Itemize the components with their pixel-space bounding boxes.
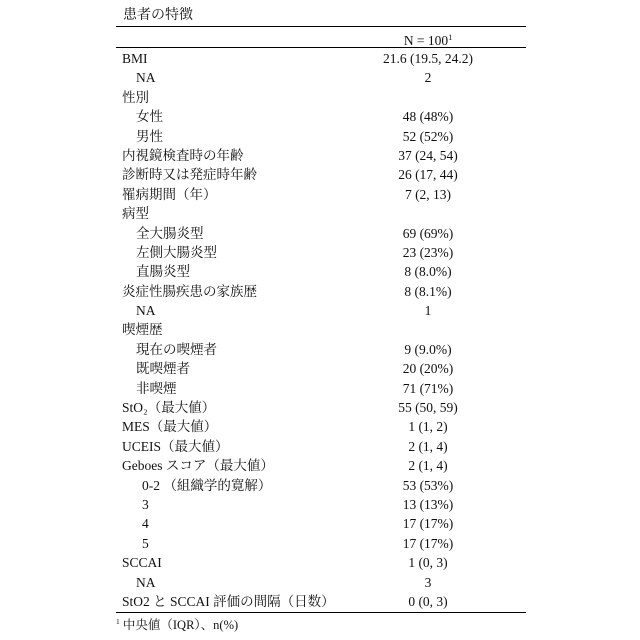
row-label: MES（最大値） <box>122 417 217 436</box>
table-row <box>116 359 526 378</box>
row-label: Geboes スコア（最大値） <box>122 456 274 475</box>
table-row <box>116 379 526 398</box>
table-row <box>116 224 526 243</box>
row-label: 病型 <box>122 204 149 223</box>
top-rule <box>116 26 526 27</box>
row-value: 21.6 (19.5, 24.2) <box>330 49 526 68</box>
table-row <box>116 301 526 320</box>
row-value: 53 (53%) <box>330 476 526 495</box>
table-row <box>116 185 526 204</box>
header-rule <box>116 47 526 48</box>
row-label: 炎症性腸疾患の家族歴 <box>122 282 257 301</box>
row-label: NA <box>136 301 156 320</box>
table-title: 患者の特徴 <box>123 4 193 24</box>
row-value: 3 <box>330 573 526 592</box>
table-row <box>116 495 526 514</box>
row-value: 69 (69%) <box>330 224 526 243</box>
row-label: 左側大腸炎型 <box>136 243 217 262</box>
row-value: 1 (0, 3) <box>330 553 526 572</box>
table-row <box>116 88 526 107</box>
table-row <box>116 146 526 165</box>
footnote-text: 中央値（IQR）、n(%) <box>123 618 238 632</box>
table-row <box>116 165 526 184</box>
table-row <box>116 398 526 417</box>
table-row <box>116 49 526 68</box>
table-row <box>116 262 526 281</box>
row-label: 性別 <box>122 88 149 107</box>
footnote-mark: 1 <box>116 617 120 626</box>
row-label: 4 <box>142 514 149 533</box>
row-label: StO₂（最大値） <box>122 398 215 417</box>
row-value: 17 (17%) <box>330 514 526 533</box>
row-label: 全大腸炎型 <box>136 224 204 243</box>
row-label: 既喫煙者 <box>136 359 190 378</box>
row-value: 55 (50, 59) <box>330 398 526 417</box>
row-value: 9 (9.0%) <box>330 340 526 359</box>
table-row <box>116 476 526 495</box>
table-row <box>116 107 526 126</box>
table-row <box>116 68 526 87</box>
row-label: 罹病期間（年） <box>122 185 217 204</box>
table-page <box>0 0 640 640</box>
table-row <box>116 437 526 456</box>
table-row <box>116 592 526 611</box>
column-header-label: N = 100 <box>404 33 448 48</box>
table-row <box>116 282 526 301</box>
row-value: 17 (17%) <box>330 534 526 553</box>
row-label: 女性 <box>136 107 163 126</box>
row-value: 2 (1, 4) <box>330 437 526 456</box>
row-value: 1 <box>330 301 526 320</box>
table-row <box>116 417 526 436</box>
table-row <box>116 534 526 553</box>
table-row <box>116 127 526 146</box>
table-row <box>116 573 526 592</box>
row-label: 男性 <box>136 127 163 146</box>
row-value: 71 (71%) <box>330 379 526 398</box>
row-label: 現在の喫煙者 <box>136 340 217 359</box>
row-label: SCCAI <box>122 553 162 572</box>
row-label: 直腸炎型 <box>136 262 190 281</box>
row-value: 2 <box>330 68 526 87</box>
row-label: 内視鏡検査時の年齢 <box>122 146 244 165</box>
table-row <box>116 204 526 223</box>
row-label: 非喫煙 <box>136 379 177 398</box>
row-value: 8 (8.1%) <box>330 282 526 301</box>
row-value: 37 (24, 54) <box>330 146 526 165</box>
footnote <box>116 613 238 634</box>
row-value: 2 (1, 4) <box>330 456 526 475</box>
row-label: BMI <box>122 49 148 68</box>
row-value: 48 (48%) <box>330 107 526 126</box>
row-label: 喫煙歴 <box>122 320 163 339</box>
row-label: NA <box>136 573 156 592</box>
column-header-footnote-mark: 1 <box>448 33 452 42</box>
table-row <box>116 340 526 359</box>
row-label: 診断時又は発症時年齢 <box>122 165 257 184</box>
table-body <box>116 49 526 611</box>
row-value: 13 (13%) <box>330 495 526 514</box>
column-header <box>330 28 526 47</box>
row-label: 5 <box>142 534 149 553</box>
row-value: 1 (1, 2) <box>330 417 526 436</box>
row-label: 0-2 （組織学的寛解） <box>142 476 271 495</box>
row-label: StO2 と SCCAI 評価の間隔（日数） <box>122 592 335 611</box>
table-row <box>116 553 526 572</box>
table-row <box>116 243 526 262</box>
row-value: 26 (17, 44) <box>330 165 526 184</box>
row-label: UCEIS（最大値） <box>122 437 229 456</box>
row-label: NA <box>136 68 156 87</box>
row-label: 3 <box>142 495 149 514</box>
table-row <box>116 456 526 475</box>
row-value: 0 (0, 3) <box>330 592 526 611</box>
row-value: 52 (52%) <box>330 127 526 146</box>
table-row <box>116 320 526 339</box>
table-row <box>116 514 526 533</box>
row-value: 8 (8.0%) <box>330 262 526 281</box>
row-value: 7 (2, 13) <box>330 185 526 204</box>
row-value: 23 (23%) <box>330 243 526 262</box>
row-value: 20 (20%) <box>330 359 526 378</box>
